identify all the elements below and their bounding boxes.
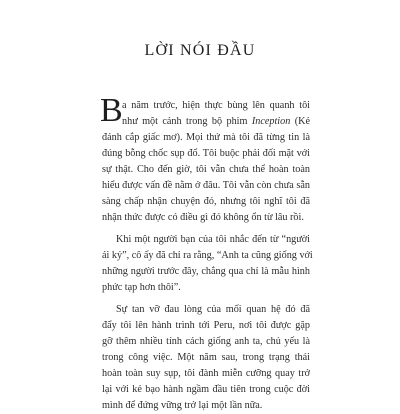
- text-line: Sự tan vỡ đau lòng của mối quan hệ đó đã: [116, 304, 310, 315]
- text-line: trong công việc. Một năm sau, trong trạng thái: [102, 352, 310, 363]
- text-line: hiểu được vấn đề nằm ở đâu. Tôi vẫn còn chưa sẵn: [102, 180, 310, 191]
- text-line: lại với kẻ bạo hành ngầm đầu tiên trong cuộc đời: [102, 384, 310, 395]
- text-line: mình để đứng vững trở lại một lần nữa.: [102, 400, 263, 411]
- chapter-title: LỜI NÓI ĐẦU: [144, 42, 256, 59]
- text-fragment: như một cảnh trong bộ phim: [122, 116, 248, 127]
- drop-cap: B: [100, 92, 123, 129]
- text-line: đánh cắp giấc mơ). Mọi thứ mà tôi đã từng tin là: [102, 132, 310, 143]
- text-line: [122, 114, 310, 130]
- text-line: đẩy tôi lên hành trình tới Peru, nơi tôi được gặp: [102, 320, 310, 331]
- text-line: hoàn toàn suy sụp, tôi đành miễn cưỡng quay trở: [102, 368, 310, 379]
- text-line: sàng chấp nhận chuyện đó, nhưng tôi nghĩ tôi đã: [102, 196, 310, 207]
- film-title: Inception: [251, 116, 291, 127]
- text-line: ái kỷ”, cô ấy đã chỉ ra rằng, “Anh ta cũng giống với: [102, 250, 313, 261]
- text-line: những người trước đây, chẳng qua chỉ là mẫu hình: [102, 266, 310, 277]
- text-line: phức tạp hơn thôi”.: [102, 282, 181, 293]
- text-line: Khi một người bạn của tôi nhắc đến từ “người: [116, 234, 310, 245]
- text-fragment: (Kẻ: [294, 116, 310, 127]
- text-line: nhận thức được có điều gì đó không ổn từ lâu rồi.: [102, 212, 304, 223]
- text-line: đúng bỗng chốc sụp đổ. Tôi buộc phải đối mặt với: [102, 148, 310, 159]
- text-line: gỡ thêm nhiều tính cách giống anh ta, chủ yếu là: [102, 336, 310, 347]
- text-line: a năm trước, hiện thực bùng lên quanh tôi: [122, 100, 310, 111]
- text-line: sự thật. Cho đến giờ, tôi vẫn chưa thể hoàn toàn: [102, 164, 310, 175]
